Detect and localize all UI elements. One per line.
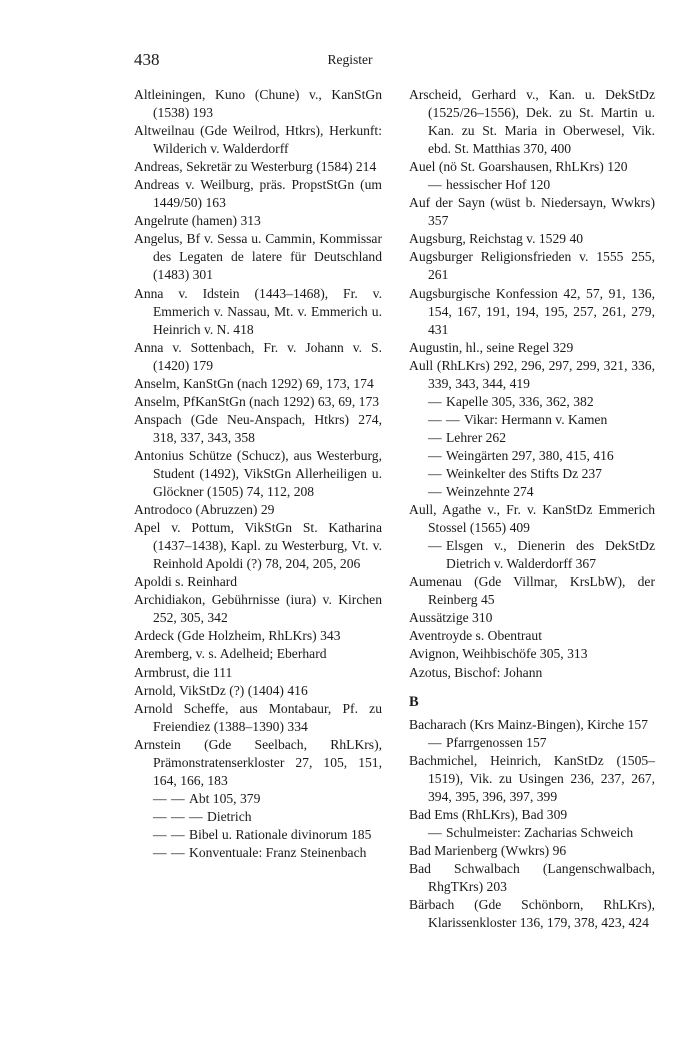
entry-text: Lehrer 262: [446, 429, 507, 445]
entry-text: hessischer Hof 120: [446, 177, 551, 193]
index-entry: [134, 645, 382, 663]
subentry-dash: —: [428, 484, 442, 500]
index-entry: [409, 806, 655, 824]
entry-text: Arnold Scheffe, aus Montabaur, Pf. zu Freiendiez (1388–1390) 334: [134, 700, 382, 734]
index-subentry: [134, 790, 382, 808]
subentry-dash: —: [428, 447, 442, 463]
subentry-dash: —: [153, 790, 167, 806]
index-entry: [409, 645, 655, 663]
index-subentry: [134, 844, 382, 862]
section-letter-text: B: [409, 693, 419, 710]
entry-text: Avignon, Weihbischöfe 305, 313: [409, 646, 588, 662]
index-column-right: [409, 86, 655, 932]
index-entry: [134, 339, 382, 375]
index-entry: [409, 573, 655, 609]
entry-text: Antrodoco (Abruzzen) 29: [134, 502, 275, 518]
entry-text: Schulmeister: Zacharias Schweich: [446, 824, 634, 840]
index-entry: [134, 86, 382, 122]
index-entry: [409, 357, 655, 393]
entry-text: Aremberg, v. s. Adelheid; Eberhard: [134, 646, 327, 662]
entry-text: Weinkelter des Stifts Dz 237: [446, 465, 602, 481]
entry-text: Weingärten 297, 380, 415, 416: [446, 447, 614, 463]
subentry-dash: —: [153, 826, 167, 842]
entry-text: Apel v. Pottum, VikStGn St. Katharina (1437–1438), Kapl. zu Westerburg, Vt. v. Reinhold Apoldi (?) 78, 204, 205, 206: [134, 520, 382, 572]
entry-text: Armbrust, die 111: [134, 664, 233, 680]
entry-text: Anna v. Idstein (1443–1468), Fr. v. Emmerich v. Nassau, Mt. v. Emmerich u. Heinrich v. N. 418: [134, 285, 382, 337]
index-entry: [134, 411, 382, 447]
entry-text: Arnold, VikStDz (?) (1404) 416: [134, 682, 308, 698]
subentry-dash: —: [171, 790, 185, 806]
index-entry: [134, 664, 382, 682]
index-entry: [409, 627, 655, 645]
subentry-dash: —: [428, 734, 442, 750]
subentry-dash: —: [171, 844, 185, 860]
entry-text: Ardeck (Gde Holzheim, RhLKrs) 343: [134, 628, 341, 644]
entry-text: Augsburgische Konfession 42, 57, 91, 136, 154, 167, 191, 194, 195, 257, 261, 279, 431: [409, 285, 655, 337]
index-subentry: [134, 826, 382, 844]
entry-text: Anselm, PfKanStGn (nach 1292) 63, 69, 173: [134, 393, 380, 409]
index-subentry: [409, 411, 655, 429]
index-entry: [409, 716, 655, 734]
index-entry: [134, 736, 382, 790]
index-section-letter: [409, 693, 655, 711]
entry-text: Andreas v. Weilburg, präs. PropstStGn (um 1449/50) 163: [134, 177, 382, 211]
entry-text: Aumenau (Gde Villmar, KrsLbW), der Reinberg 45: [409, 574, 655, 608]
index-subentry: [409, 176, 655, 194]
entry-text: Vikar: Hermann v. Kamen: [464, 411, 608, 427]
entry-text: Bärbach (Gde Schönborn, RhLKrs), Klarissenkloster 136, 179, 378, 423, 424: [409, 897, 655, 931]
index-entry: [409, 664, 655, 682]
entry-text: Konventuale: Franz Steinenbach: [189, 844, 367, 860]
subentry-dash: —: [428, 393, 442, 409]
entry-text: Bacharach (Krs Mainz-Bingen), Kirche 157: [409, 716, 648, 732]
entry-text: Bad Schwalbach (Langenschwalbach, RhgTKrs) 203: [409, 860, 655, 895]
index-entry: [409, 609, 655, 627]
index-subentry: [409, 393, 655, 411]
index-entry: [134, 447, 382, 501]
subentry-dash: —: [446, 411, 460, 427]
index-entry: [134, 212, 382, 230]
index-entry: [409, 194, 655, 230]
entry-text: Weinzehnte 274: [446, 484, 534, 500]
entry-text: Bad Marienberg (Wwkrs) 96: [409, 842, 567, 858]
entry-text: Arscheid, Gerhard v., Kan. u. DekStDz (1525/26–1556), Dek. zu St. Martin u. Kan. zu St. Maria in Oberwesel, Vik. ebd. St. Matthias 370, 400: [409, 87, 655, 157]
index-subentry: [409, 824, 655, 842]
index-column-left: [134, 86, 382, 862]
index-entry: [409, 86, 655, 158]
entry-text: Bibel u. Rationale divinorum 185: [189, 826, 372, 842]
entry-text: Bad Ems (RhLKrs), Bad 309: [409, 806, 568, 822]
entry-text: Augsburg, Reichstag v. 1529 40: [409, 231, 584, 247]
index-entry: [134, 122, 382, 158]
page-number: 438: [134, 50, 160, 69]
entry-text: Augustin, hl., seine Regel 329: [409, 339, 574, 355]
index-subentry: [409, 537, 655, 573]
subentry-dash: —: [171, 826, 185, 842]
entry-text: Aventroyde s. Obentraut: [409, 628, 543, 644]
index-entry: [409, 501, 655, 537]
index-entry: [134, 573, 382, 591]
entry-text: Aull, Agathe v., Fr. v. KanStDz Emmerich Stossel (1565) 409: [409, 502, 655, 536]
subentry-dash: —: [428, 538, 442, 554]
entry-text: Bachmichel, Heinrich, KanStDz (1505–1519), Vik. zu Usingen 236, 237, 267, 394, 395, 396, 397, 399: [409, 752, 655, 804]
index-subentry: [409, 465, 655, 483]
entry-text: Altweilnau (Gde Weilrod, Htkrs), Herkunft: Wilderich v. Walderdorff: [134, 123, 382, 157]
index-entry: [134, 285, 382, 339]
index-entry: [134, 176, 382, 212]
entry-text: Abt 105, 379: [189, 790, 261, 806]
entry-text: Anselm, KanStGn (nach 1292) 69, 173, 174: [134, 375, 374, 391]
subentry-dash: —: [428, 177, 442, 193]
entry-text: Apoldi s. Reinhard: [134, 574, 238, 590]
entry-text: Augsburger Religionsfrieden v. 1555 255, 261: [409, 249, 655, 283]
index-subentry: [409, 447, 655, 465]
entry-text: Aull (RhLKrs) 292, 296, 297, 299, 321, 336, 339, 343, 344, 419: [409, 357, 655, 391]
subentry-dash: —: [153, 844, 167, 860]
index-entry: [409, 248, 655, 284]
index-entry: [134, 393, 382, 411]
entry-text: Pfarrgenossen 157: [446, 734, 547, 750]
entry-text: Dietrich: [207, 808, 252, 824]
index-entry: [134, 158, 382, 176]
subentry-dash: —: [153, 808, 167, 824]
entry-text: Andreas, Sekretär zu Westerburg (1584) 214: [134, 159, 377, 175]
entry-text: Angelus, Bf v. Sessa u. Cammin, Kommissar des Legaten de latere für Deutschland (1483) 301: [134, 231, 382, 283]
entry-text: Altleiningen, Kuno (Chune) v., KanStGn (1538) 193: [134, 87, 382, 121]
entry-text: Anna v. Sottenbach, Fr. v. Johann v. S. (1420) 179: [134, 339, 382, 373]
running-head: Register: [327, 52, 373, 67]
entry-text: Archidiakon, Gebührnisse (iura) v. Kirchen 252, 305, 342: [134, 592, 382, 626]
entry-text: Azotus, Bischof: Johann: [409, 664, 543, 680]
index-subentry: [409, 429, 655, 447]
subentry-dash: —: [189, 808, 203, 824]
index-entry: [409, 896, 655, 932]
subentry-dash: —: [171, 808, 185, 824]
index-entry: [134, 591, 382, 627]
index-subentry: [409, 483, 655, 501]
subentry-dash: —: [428, 824, 442, 840]
index-entry: [134, 682, 382, 700]
index-entry: [409, 842, 655, 860]
index-entry: [409, 339, 655, 357]
index-entry: [134, 230, 382, 284]
subentry-dash: —: [428, 465, 442, 481]
entry-text: Angelrute (hamen) 313: [134, 213, 261, 229]
index-entry: [409, 230, 655, 248]
index-entry: [134, 375, 382, 393]
index-entry: [409, 860, 655, 896]
entry-text: Auel (nö St. Goarshausen, RhLKrs) 120: [409, 159, 628, 175]
index-entry: [134, 627, 382, 645]
entry-text: Elsgen v., Dienerin des DekStDz Dietrich v. Walderdorff 367: [446, 538, 655, 572]
subentry-dash: —: [428, 429, 442, 445]
entry-text: Aussätzige 310: [409, 610, 493, 626]
entry-text: Arnstein (Gde Seelbach, RhLKrs), Prämonstratenserkloster 27, 105, 151, 164, 166, 183: [134, 736, 382, 788]
index-entry: [409, 158, 655, 176]
index-entry: [134, 501, 382, 519]
entry-text: Antonius Schütze (Schucz), aus Westerburg, Student (1492), VikStGn Allerheiligen u. Glöckner (1505) 74, 112, 208: [134, 447, 382, 500]
index-entry: [134, 700, 382, 736]
index-entry: [409, 285, 655, 339]
entry-text: Anspach (Gde Neu-Anspach, Htkrs) 274, 318, 337, 343, 358: [134, 411, 382, 445]
entry-text: Kapelle 305, 336, 362, 382: [446, 393, 594, 409]
entry-text: Auf der Sayn (wüst b. Niedersayn, Wwkrs) 357: [409, 195, 655, 229]
index-entry: [134, 519, 382, 573]
index-subentry: [409, 734, 655, 752]
subentry-dash: —: [428, 411, 442, 427]
index-entry: [409, 752, 655, 806]
index-subentry: [134, 808, 382, 826]
